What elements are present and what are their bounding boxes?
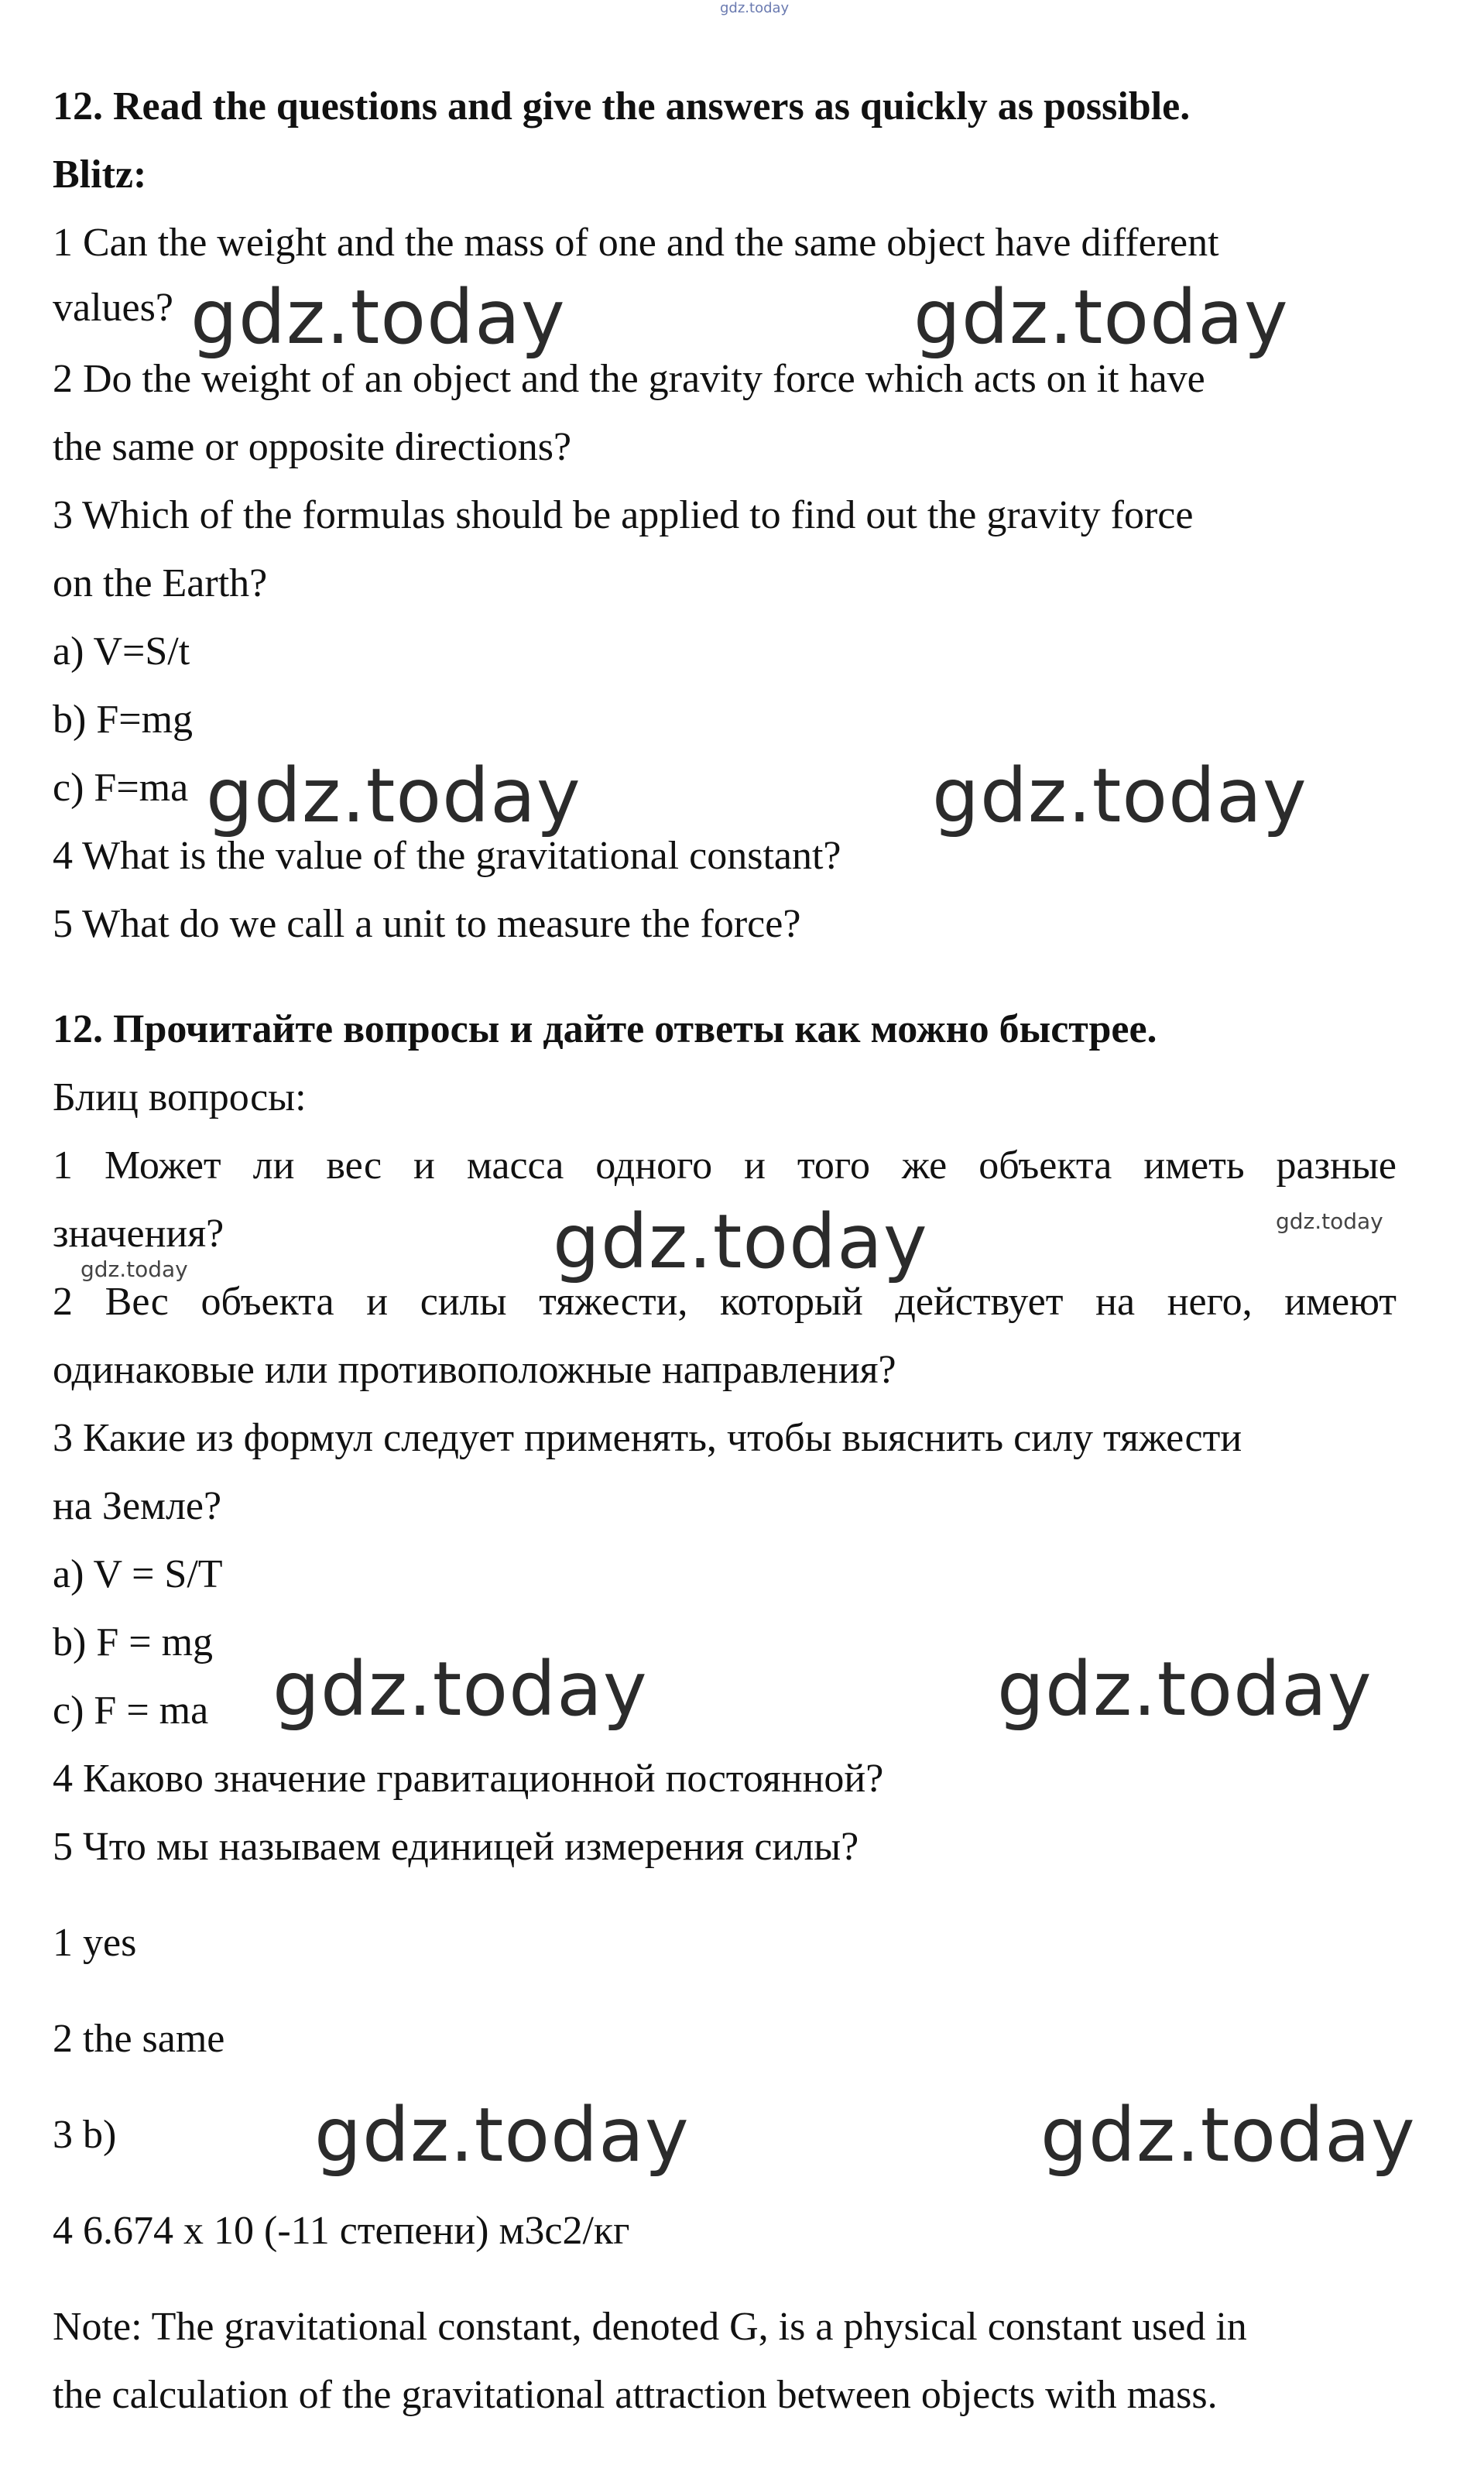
answer-1: 1 yes [53,1921,137,1965]
top-watermark: gdz.today [720,0,790,16]
russian-subheading: Блиц вопросы: [53,1075,307,1119]
russian-question-2-line-2: одинаковые или противоположные направления? [53,1348,896,1392]
russian-question-1-line-1: 1 Может ли вес и масса одного и того же объекта иметь разные [53,1143,1397,1188]
english-subheading: Blitz: [53,153,147,197]
russian-question-1-line-2: значения? [53,1212,224,1256]
english-option-a: a) V=S/t [53,629,190,674]
watermark: gdz.today [913,274,1289,361]
english-question-4: 4 What is the value of the gravitational constant? [53,834,841,878]
english-question-5: 5 What do we call a unit to measure the force? [53,902,801,946]
english-question-1-line-2: values? [53,286,173,330]
english-question-3-line-1: 3 Which of the formulas should be applied to find out the gravity force [53,493,1194,537]
english-question-3-line-2: on the Earth? [53,561,268,605]
answer-3: 3 b) [53,2113,117,2157]
watermark: gdz.today [1276,1209,1383,1234]
russian-option-a: a) V = S/T [53,1552,223,1596]
watermark: gdz.today [206,753,581,839]
watermark: gdz.today [1040,2092,1416,2179]
english-question-1-line-1: 1 Can the weight and the mass of one and the same object have different [53,221,1219,265]
watermark: gdz.today [932,753,1307,839]
russian-question-5: 5 Что мы называем единицей измерения силы? [53,1825,859,1869]
watermark: gdz.today [997,1646,1373,1733]
answer-2: 2 the same [53,2017,225,2061]
answer-4: 4 6.674 x 10 (-11 степени) м3с2/кг [53,2209,630,2253]
english-question-2-line-1: 2 Do the weight of an object and the gravity force which acts on it have [53,357,1205,401]
watermark: gdz.today [553,1198,928,1285]
english-option-b: b) F=mg [53,698,194,742]
english-option-c: c) F=ma [53,766,189,810]
watermark: gdz.today [81,1256,188,1282]
russian-question-2-line-1: 2 Вес объекта и силы тяжести, который действует на него, имеют [53,1280,1397,1324]
watermark: gdz.today [190,274,566,361]
note-line-2: the calculation of the gravitational attraction between objects with mass. [53,2373,1218,2417]
note-line-1: Note: The gravitational constant, denoted G, is a physical constant used in [53,2305,1247,2349]
watermark: gdz.today [314,2092,690,2179]
russian-option-b: b) F = mg [53,1620,214,1664]
russian-option-c: c) F = ma [53,1688,209,1733]
russian-question-4: 4 Каково значение гравитационной постоянной? [53,1757,884,1801]
russian-heading: 12. Прочитайте вопросы и дайте ответы как можно быстрее. [53,1007,1157,1051]
english-question-2-line-2: the same or opposite directions? [53,425,572,469]
english-heading: 12. Read the questions and give the answers as quickly as possible. [53,84,1191,129]
russian-question-3-line-2: на Земле? [53,1484,222,1528]
watermark: gdz.today [272,1646,648,1733]
russian-question-3-line-1: 3 Какие из формул следует применять, чтобы выяснить силу тяжести [53,1416,1242,1460]
